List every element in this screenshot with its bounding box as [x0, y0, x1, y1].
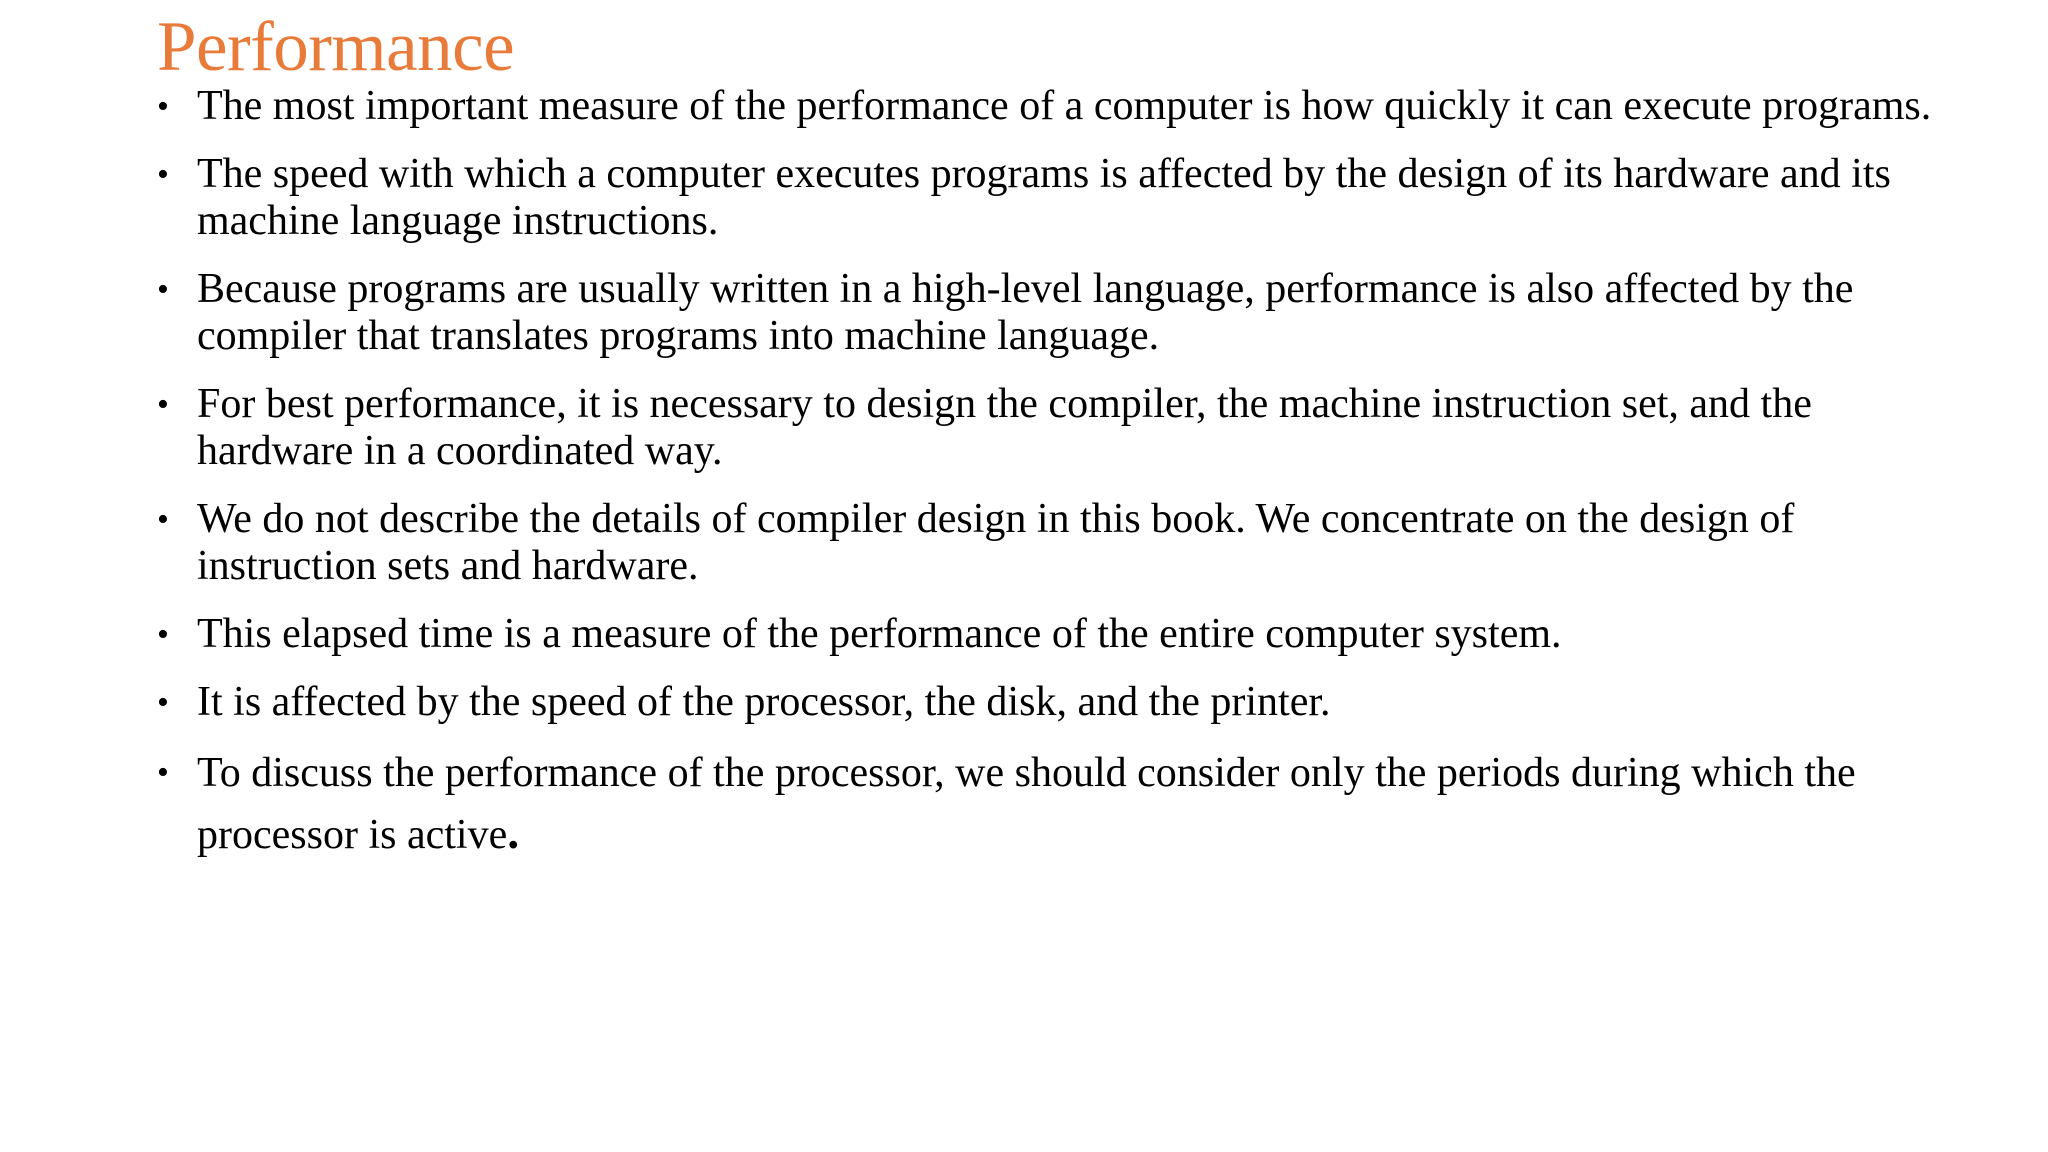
bullet-dot-icon: • — [157, 156, 169, 193]
bullet-text: We do not describe the details of compiler design in this book. We concentrate on the design of instruction sets and hardware. — [197, 496, 1795, 589]
bullet-text: Because programs are usually written in a high-level language, performance is also affected by the compiler that translates programs into machine language. — [197, 266, 1854, 359]
bullet-item — [157, 381, 1957, 475]
bullet-item — [157, 266, 1957, 360]
bullet-list — [157, 83, 1957, 886]
bullet-dot-icon: • — [157, 386, 169, 423]
bullet-dot-icon: • — [157, 616, 169, 653]
bullet-text-last — [197, 743, 1957, 865]
bullet-text: The most important measure of the performance of a computer is how quickly it can execute programs. — [197, 83, 1932, 129]
bullet-dot-icon: • — [157, 684, 169, 721]
bullet-item — [157, 743, 1957, 865]
bullet-item — [157, 151, 1957, 245]
slide-title: Performance — [157, 8, 515, 86]
bullet-text: The speed with which a computer executes programs is affected by the design of its hardware and its machine language instructions. — [197, 151, 1891, 244]
bullet-item — [157, 611, 1957, 658]
bullet-text: It is affected by the speed of the processor, the disk, and the printer. — [197, 679, 1331, 725]
bullet-item — [157, 83, 1957, 130]
bullet-dot-icon: • — [157, 501, 169, 538]
bullet-dot-icon: • — [157, 271, 169, 308]
bullet-dot-icon: • — [157, 88, 169, 125]
bullet-text: This elapsed time is a measure of the performance of the entire computer system. — [197, 611, 1562, 657]
bullet-text: For best performance, it is necessary to design the compiler, the machine instruction set, and the hardware in a coordinated way. — [197, 381, 1812, 474]
bullet-item — [157, 496, 1957, 590]
bullet-item — [157, 679, 1957, 726]
bullet-text-last-body: To discuss the performance of the processor, we should consider only the periods during which the processor is active — [197, 750, 1856, 858]
bullet-final-period: . — [507, 806, 520, 859]
bullet-dot-icon: • — [157, 754, 169, 791]
